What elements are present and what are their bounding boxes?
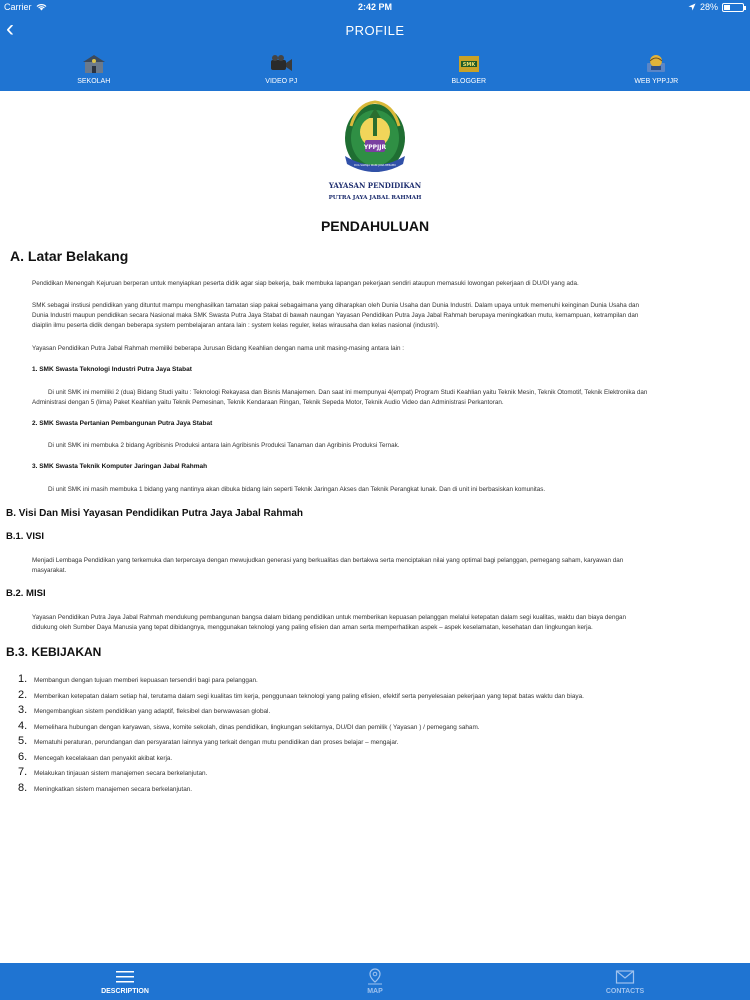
unit-3-title: 3. SMK Swasta Teknik Komputer Jaringan Jabal Rahmah: [32, 463, 208, 470]
paragraph-2-line-1: SMK sebagai instiusi pendidikan yang dituntut mampu menghasilkan tamatan siap pakai sebagaimana yang diharapkan oleh Dunia Usaha dan Dunia Industri. Dalam upaya untuk memenuhi keinginan Dunia Usaha dan: [32, 302, 639, 309]
list-item: 6. Mencegah kecelakaan dan penyakit akibat kerja.: [18, 750, 173, 763]
web-icon: [643, 53, 669, 75]
menu-item-video[interactable]: VIDEO PJ: [188, 46, 376, 91]
unit-1-title: 1. SMK Swasta Teknologi Industri Putra Jaya Stabat: [32, 366, 192, 373]
school-icon: [81, 53, 107, 75]
paragraph-1: Pendidikan Menengah Kejuruan berperan untuk menyiapkan peserta didik agar siap bekerja, baik membuka lapangan pekerjaan sendiri ataupun memasuki lowongan pekerjaan di DU/DI yang ada.: [32, 280, 579, 287]
logo-ribbon: DUA SAMAJA WANI JAWA BERAMU: [354, 164, 396, 167]
tab-contacts[interactable]: CONTACTS: [500, 963, 750, 1000]
heading-latar-belakang: A. Latar Belakang: [10, 248, 129, 264]
misi-line-2: didukung oleh Sumber Daya Manusia yang tepat dibidangnya, menggunakan teknologi yang paling efisien dan aman serta memperhatikan aspek – aspek keselamatan, kesehatan dan lingkungan kerja.: [32, 624, 593, 631]
misi-line-1: Yayasan Pendidikan Putra Jaya Jabal Rahmah mendukung pembangunan bangsa dalam bidang pendidikan untuk memberikan kepuasan pelanggan melalui ketepatan dalam segi kualitas, waktu dan biaya dengan: [32, 614, 626, 621]
unit-1-line-1: Di unit SMK ini memiliki 2 (dua) Bidang Studi yaitu : Teknologi Rekayasa dan Bisnis Manajemen. Dan saat ini mempunyai 4(empat) Program Studi Keahlian yaitu Teknik Mesin, Teknik Otomotif, Teknik Elektronika dan: [48, 389, 648, 396]
list-item: 2. Memberikan ketepatan dalam setiap hal, terutama dalam segi kualitas tim kerja, penggunaan teknologi yang paling efisien, efektif serta penyelesaian pekerjaan yang tepat batas waktu dan biaya.: [18, 688, 584, 701]
battery-icon: [722, 3, 744, 12]
location-arrow-icon: [688, 3, 696, 11]
tab-bar: [0, 963, 750, 1000]
menu-item-blogger[interactable]: SMK BLOGGER: [375, 46, 563, 91]
paragraph-2-line-3: diaiplin ilmu peserta didik dengan beberapa system pembelajaran antara lain : system kelas reguler, kelas wirausaha dan kelas nasional (industri).: [32, 322, 440, 329]
heading-kebijakan: B.3. KEBIJAKAN: [6, 645, 102, 659]
paragraph-3: Yayasan Pendidikan Putra Jabal Rahmah memiliki beberapa Jurusan Bidang Keahlian dengan nama unit masing-masing antara lain :: [32, 345, 404, 352]
svg-text:SMK: SMK: [462, 61, 475, 68]
envelope-icon: [615, 968, 635, 986]
yayasan-logo: [328, 96, 422, 208]
tab-description[interactable]: DESCRIPTION: [0, 963, 250, 1000]
logo-line2: PUTRA JAYA JABAL RAHMAH: [328, 195, 422, 201]
tab-map[interactable]: MAP: [250, 963, 500, 1000]
list-item: 5. Mematuhi peraturan, perundangan dan persyaratan lainnya yang terkait dengan mutu pendidikan dan proses belajar – mengajar.: [18, 735, 399, 747]
logo-line1: YAYASAN PENDIDIKAN: [328, 181, 422, 190]
list-item: 4. Memelihara hubungan dengan karyawan, siswa, komite sekolah, dinas pendidikan, lingkungan sekitarnya, DU/DI dan pemilik ( Yayasan ) / pemegang saham.: [18, 719, 480, 732]
smk-icon: [456, 53, 482, 75]
carrier-label: Carrier: [4, 2, 32, 12]
battery-level: [724, 5, 730, 10]
list-item: 8. Meningkatkan sistem manajemen secara berkelanjutan.: [18, 781, 193, 794]
list-item: 1. Membangun dengan tujuan memberi kepuasan tersendiri bagi para pelanggan.: [18, 673, 258, 685]
visi-line-1: Menjadi Lembaga Pendidikan yang terkemuka dan terpercaya dengan mewujudkan generasi yang berkualitas dan bertakwa serta menciptakan nilai yang optimal bagi pelanggan, pemegang saham, karyawan dan: [32, 557, 624, 564]
menu-item-sekolah[interactable]: SEKOLAH: [0, 46, 188, 91]
page-title: PROFILE: [345, 23, 405, 38]
logo-badge: YPPJJR: [363, 144, 387, 151]
description-content: [0, 91, 750, 963]
kebijakan-list: [18, 673, 738, 797]
unit-2-title: 2. SMK Swasta Pertanian Pembangunan Putra Jaya Stabat: [32, 420, 213, 427]
clock: 2:42 PM: [357, 2, 392, 12]
chevron-left-icon: ‹: [6, 15, 14, 42]
list-item: 3. Mengembangkan sistem pendidikan yang adaptif, fleksibel dan berwawasan global.: [18, 704, 271, 716]
paragraph-2-line-2: Dunia Industri maupun pendidikan secara Nasional maka SMK Swasta Putra Jaya Stabat di bawah naungan Yayasan Pendidikan Putra Jaya Jabal Rahmah berupaya meningkatkan mutu, kemampuan, ketrampilan dan: [32, 312, 639, 319]
nav-bar: [0, 15, 750, 46]
unit-1-line-2: Administrasi dengan 5 (lima) Paket Keahlian yaitu Teknik Pemesinan, Teknik Kendaraan Ringan, Teknik Sepeda Motor, Teknik Audio Video dan Administrasi Perkantoran.: [32, 399, 504, 406]
section-title: PENDAHULUAN: [320, 218, 430, 234]
video-camera-icon: [268, 53, 294, 75]
map-pin-icon: [365, 968, 385, 986]
status-bar: [0, 0, 750, 15]
heading-visi: B.1. VISI: [6, 531, 45, 542]
heading-misi: B.2. MISI: [6, 588, 46, 599]
visi-line-2: masyarakat.: [32, 567, 67, 574]
unit-3-text: Di unit SMK ini masih membuka 1 bidang yang nantinya akan dibuka bidang lain seperti Teknik Jaringan Akses dan Teknik Perangkat lunak. Dan di unit ini berbasiskan komunitas.: [48, 486, 546, 493]
top-menu: [0, 46, 750, 91]
battery-percent: 28%: [699, 2, 718, 12]
menu-lines-icon: [115, 968, 135, 986]
unit-2-text: Di unit SMK ini membuka 2 bidang Agribisnis Produksi antara lain Agribisnis Produksi Tanaman dan Agribinis Produksi Ternak.: [48, 442, 400, 449]
heading-visi-misi: B. Visi Dan Misi Yayasan Pendidikan Putra Jaya Jabal Rahmah: [6, 508, 303, 519]
menu-item-web[interactable]: WEB YPPJJR: [563, 46, 750, 91]
list-item: 7. Melakukan tinjauan sistem manajemen secara berkelanjutan.: [18, 766, 208, 778]
